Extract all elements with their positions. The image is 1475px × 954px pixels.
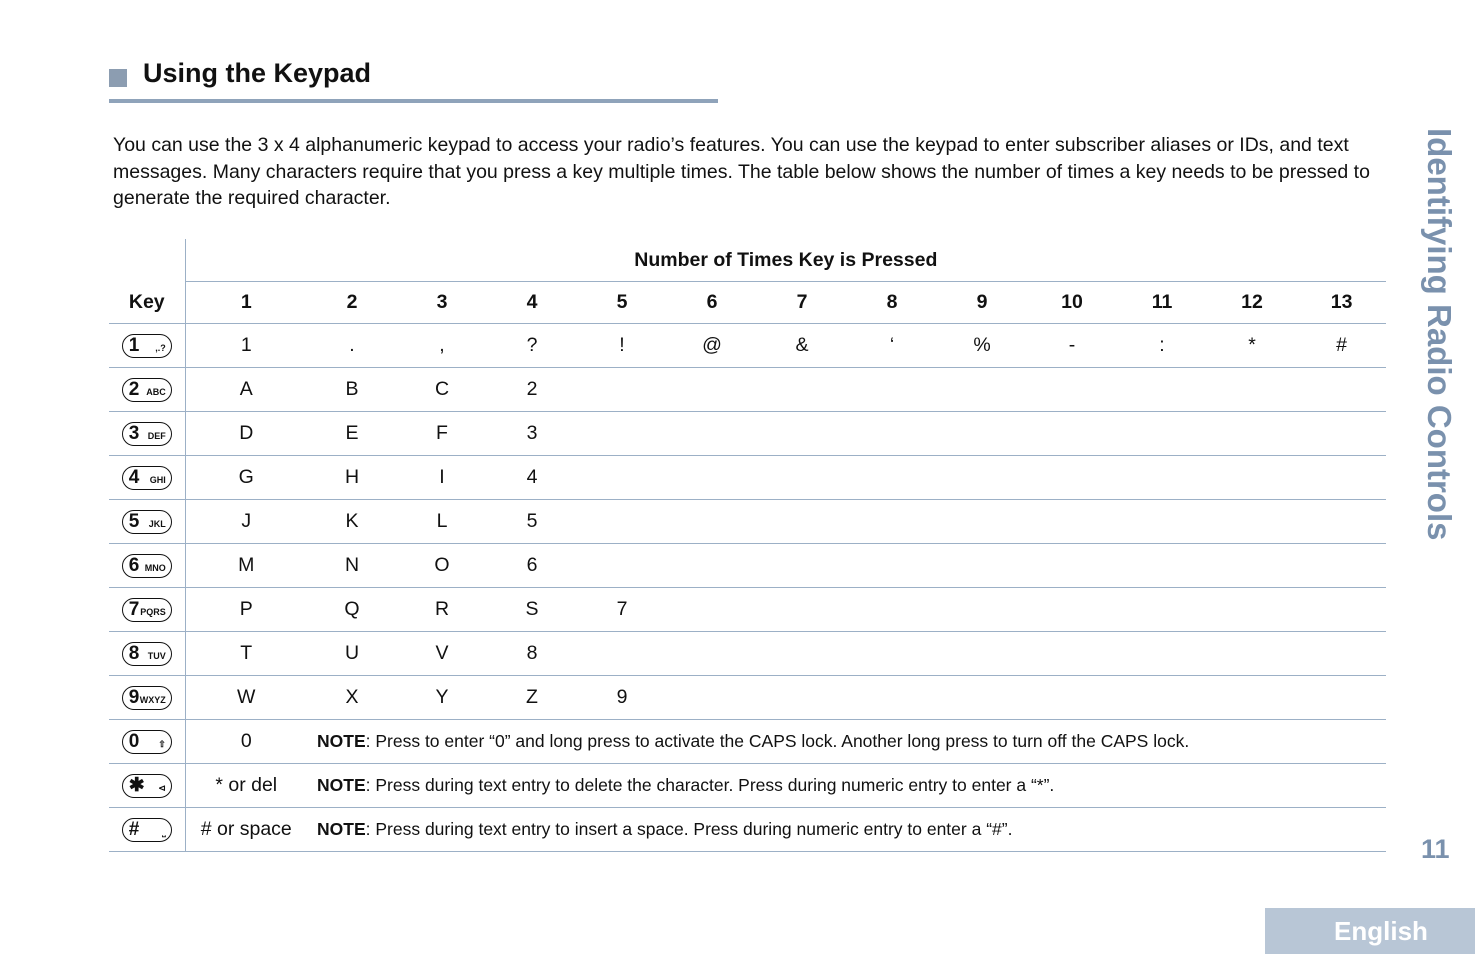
table-cell: [1207, 588, 1297, 632]
table-cell: A: [185, 368, 307, 412]
column-header: 8: [886, 291, 898, 313]
table-cell: [1297, 500, 1386, 544]
key-7-icon: [122, 598, 172, 622]
key-cell: [109, 720, 185, 764]
table-cell: O: [397, 544, 487, 588]
key-1-icon: [122, 334, 172, 358]
table-cell: E: [307, 412, 397, 456]
table-cell: [1207, 500, 1297, 544]
key-5-icon: [122, 510, 172, 534]
table-cell: [757, 456, 847, 500]
table-cell: [1117, 676, 1207, 720]
table-cell: [847, 676, 937, 720]
table-cell: [1297, 588, 1386, 632]
table-cell: [667, 412, 757, 456]
column-header: 11: [1151, 291, 1173, 313]
table-cell: %: [937, 324, 1027, 368]
table-cell: 8: [487, 632, 577, 676]
key-cell: [109, 676, 185, 720]
table-cell: [847, 500, 937, 544]
table-cell: [1027, 412, 1117, 456]
table-cell: [1117, 368, 1207, 412]
table-cell: [1297, 544, 1386, 588]
key-letters: PQRS: [140, 607, 166, 617]
language-tab: English: [1265, 908, 1475, 954]
column-header: 12: [1241, 291, 1263, 313]
key-cell: [109, 764, 185, 808]
key-cell: [109, 368, 185, 412]
key-letters: ⎵: [162, 827, 166, 837]
key-4-icon: [122, 466, 172, 490]
table-cell: S: [487, 588, 577, 632]
key-pound-space-icon: [122, 818, 172, 842]
table-cell: 9: [577, 676, 667, 720]
table-cell: B: [307, 368, 397, 412]
key-digit: 6: [128, 555, 140, 576]
table-cell: [1297, 412, 1386, 456]
table-cell: H: [307, 456, 397, 500]
table-row: [109, 500, 1386, 544]
table-cell: [1207, 456, 1297, 500]
table-cell: T: [185, 632, 307, 676]
table-cell: [667, 632, 757, 676]
table-cell: [937, 588, 1027, 632]
key-9-icon: [122, 686, 172, 710]
column-header: 3: [436, 291, 448, 313]
key-letters: JKL: [148, 519, 166, 529]
note-label: NOTE: [317, 775, 366, 795]
column-header: 9: [976, 291, 988, 313]
table-cell: [937, 632, 1027, 676]
key-cell: [109, 808, 185, 852]
key-6-icon: [122, 554, 172, 578]
table-cell: [1207, 368, 1297, 412]
table-cell: [847, 544, 937, 588]
column-header: 5: [616, 291, 628, 313]
column-header: 6: [706, 291, 718, 313]
table-cell: G: [185, 456, 307, 500]
key-digit: 5: [128, 511, 140, 532]
table-cell: [1297, 632, 1386, 676]
table-cell: Z: [487, 676, 577, 720]
table-row: [109, 368, 1386, 412]
key-digit: 3: [128, 423, 140, 444]
table-cell: ?: [487, 324, 577, 368]
table-row: [109, 632, 1386, 676]
key-letters: TUV: [147, 651, 166, 661]
table-cell: U: [307, 632, 397, 676]
table-cell: D: [185, 412, 307, 456]
column-header: 10: [1061, 291, 1083, 313]
table-cell: 3: [487, 412, 577, 456]
table-cell: 6: [487, 544, 577, 588]
note-row: [109, 720, 1386, 764]
table-cell: ‘: [847, 324, 937, 368]
table-cell: #: [1297, 324, 1386, 368]
column-header: 4: [526, 291, 538, 313]
table-cell: :: [1117, 324, 1207, 368]
key-cell: [109, 456, 185, 500]
table-cell: [1207, 632, 1297, 676]
table-cell: 5: [487, 500, 577, 544]
table-cell: L: [397, 500, 487, 544]
table-cell: [757, 500, 847, 544]
table-cell: [1027, 632, 1117, 676]
table-cell: 0: [185, 720, 307, 764]
table-cell: &: [757, 324, 847, 368]
table-cell: [1207, 676, 1297, 720]
table-cell: [1027, 676, 1117, 720]
table-cell: [667, 588, 757, 632]
table-cell: [847, 368, 937, 412]
key-digit: ✱: [128, 775, 145, 796]
table-cell: [847, 456, 937, 500]
table-cell: [1117, 588, 1207, 632]
table-cell: [1297, 368, 1386, 412]
table-cell: [847, 412, 937, 456]
note-cell: [307, 764, 1386, 808]
table-cell: [667, 676, 757, 720]
table-row: [109, 588, 1386, 632]
note-cell: [307, 720, 1386, 764]
table-cell: [757, 544, 847, 588]
note-label: NOTE: [317, 819, 366, 839]
table-cell: [577, 412, 667, 456]
key-column-header: Key: [109, 282, 185, 324]
table-cell: [1297, 676, 1386, 720]
key-letters: ⇧: [158, 739, 166, 749]
table-cell: [757, 676, 847, 720]
table-cell: ,: [397, 324, 487, 368]
note-cell: [307, 808, 1386, 852]
table-cell: [937, 368, 1027, 412]
key-letters: WXYZ: [139, 695, 166, 705]
header-blank: [109, 239, 185, 282]
table-cell: W: [185, 676, 307, 720]
table-cell: V: [397, 632, 487, 676]
key-digit: 2: [128, 379, 140, 400]
table-cell: [937, 544, 1027, 588]
keypad-table: [109, 239, 1386, 852]
table-cell: [937, 500, 1027, 544]
table-cell: X: [307, 676, 397, 720]
table-cell: [847, 588, 937, 632]
table-cell: .: [307, 324, 397, 368]
key-3-icon: [122, 422, 172, 446]
note-row: [109, 808, 1386, 852]
table-cell: * or del: [185, 764, 307, 808]
table-row: [109, 676, 1386, 720]
note-text: : Press during text entry to delete the character. Press during numeric entry to enter a “*”.: [365, 775, 1055, 795]
column-header: 1: [240, 291, 252, 313]
key-cell: [109, 544, 185, 588]
table-cell: Q: [307, 588, 397, 632]
table-cell: [1297, 456, 1386, 500]
key-letters: ⊲: [158, 783, 166, 793]
heading-square-icon: [109, 69, 127, 87]
table-cell: [937, 412, 1027, 456]
group-header: Number of Times Key is Pressed: [185, 239, 1386, 282]
table-cell: [1117, 500, 1207, 544]
table-cell: [757, 632, 847, 676]
table-cell: [667, 544, 757, 588]
key-cell: [109, 412, 185, 456]
table-cell: F: [397, 412, 487, 456]
note-text: : Press during text entry to insert a space. Press during numeric entry to enter a “#”.: [365, 819, 1013, 839]
table-cell: [937, 676, 1027, 720]
table-cell: [577, 500, 667, 544]
column-header: 7: [796, 291, 808, 313]
table-cell: [577, 544, 667, 588]
key-cell: [109, 324, 185, 368]
table-cell: [1027, 500, 1117, 544]
table-cell: !: [577, 324, 667, 368]
key-digit: 1: [128, 335, 140, 356]
table-cell: [847, 632, 937, 676]
key-8-icon: [122, 642, 172, 666]
table-cell: [757, 588, 847, 632]
table-cell: [1027, 544, 1117, 588]
table-cell: [757, 368, 847, 412]
key-letters: ABC: [146, 387, 166, 397]
key-letters: MNO: [144, 563, 166, 573]
table-cell: [1117, 544, 1207, 588]
table-cell: M: [185, 544, 307, 588]
column-header: 13: [1330, 291, 1353, 313]
key-letters: DEF: [147, 431, 166, 441]
table-cell: [577, 632, 667, 676]
intro-paragraph: You can use the 3 x 4 alphanumeric keypad to access your radio’s features. You can use the keypad to enter subscriber aliases or IDs, and text messages. Many characters require that you press a key multiple times. The table below shows the number of times a key needs to be pressed to generate the required character.: [113, 134, 1370, 209]
key-letters: ,.?: [155, 343, 166, 353]
table-cell: C: [397, 368, 487, 412]
key-digit: 4: [128, 467, 140, 488]
key-2-icon: [122, 378, 172, 402]
table-cell: [1117, 456, 1207, 500]
table-cell: [577, 368, 667, 412]
note-label: NOTE: [317, 731, 366, 751]
table-cell: R: [397, 588, 487, 632]
key-0-caps-icon: [122, 730, 172, 754]
table-cell: I: [397, 456, 487, 500]
table-cell: [667, 368, 757, 412]
table-cell: [1027, 368, 1117, 412]
table-row: [109, 456, 1386, 500]
table-cell: [1117, 412, 1207, 456]
table-cell: J: [185, 500, 307, 544]
key-letters: GHI: [149, 475, 166, 485]
table-cell: [1207, 412, 1297, 456]
table-cell: [1027, 588, 1117, 632]
side-section-title: Identifying Radio Controls: [1421, 128, 1458, 541]
key-cell: [109, 500, 185, 544]
table-cell: P: [185, 588, 307, 632]
table-cell: # or space: [185, 808, 307, 852]
table-cell: N: [307, 544, 397, 588]
key-star-delete-icon: [122, 774, 172, 798]
table-cell: -: [1027, 324, 1117, 368]
table-cell: [757, 412, 847, 456]
key-digit: 0: [128, 731, 140, 752]
heading-rule: [109, 99, 718, 103]
key-digit: #: [128, 819, 140, 840]
table-cell: 2: [487, 368, 577, 412]
table-cell: [667, 500, 757, 544]
key-cell: [109, 588, 185, 632]
table-cell: 7: [577, 588, 667, 632]
table-cell: [577, 456, 667, 500]
table-cell: *: [1207, 324, 1297, 368]
key-cell: [109, 632, 185, 676]
column-header: 2: [346, 291, 358, 313]
table-cell: [937, 456, 1027, 500]
key-digit: 7: [128, 599, 140, 620]
table-cell: 1: [185, 324, 307, 368]
key-digit: 8: [128, 643, 140, 664]
table-cell: [1027, 456, 1117, 500]
note-text: : Press to enter “0” and long press to activate the CAPS lock. Another long press to turn off the CAPS lock.: [365, 731, 1190, 751]
table-cell: K: [307, 500, 397, 544]
table-cell: [1117, 632, 1207, 676]
table-row: [109, 544, 1386, 588]
table-row: [109, 412, 1386, 456]
table-cell: 4: [487, 456, 577, 500]
table-cell: [1207, 544, 1297, 588]
key-digit: 9: [128, 687, 140, 708]
note-row: [109, 764, 1386, 808]
table-cell: Y: [397, 676, 487, 720]
page-title: Using the Keypad: [143, 58, 372, 88]
table-cell: [667, 456, 757, 500]
table-row: [109, 324, 1386, 368]
page-number: 11: [1421, 834, 1450, 864]
table-cell: @: [667, 324, 757, 368]
